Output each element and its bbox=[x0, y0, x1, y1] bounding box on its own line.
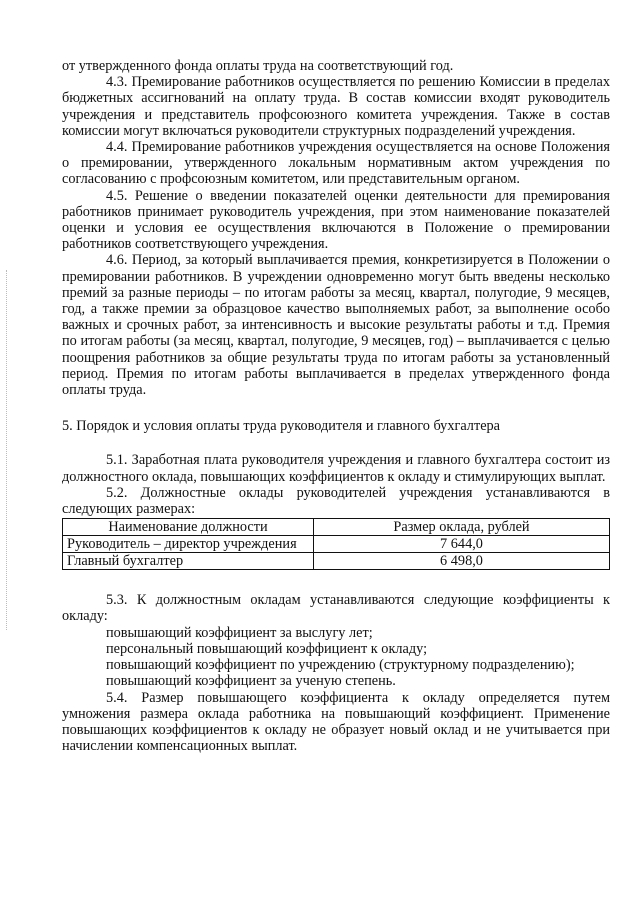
paragraph-4-4: 4.4. Премирование работников учреждения осуществляется на основе Положения о премировании, утвержденного локальным нормативным актом учреждения по согласованию с профсоюзным комитетом, или представительным органом. bbox=[62, 139, 610, 188]
scan-edge-marks bbox=[6, 270, 8, 630]
table-header-row bbox=[63, 519, 610, 536]
coefficient-list bbox=[62, 625, 610, 690]
paragraph-5-3: 5.3. К должностным окладам устанавливаются следующие коэффициенты к окладу: bbox=[62, 592, 610, 625]
paragraph-4-3: 4.3. Премирование работников осуществляется по решению Комиссии в пределах бюджетных ассигнований на оплату труда. В состав комиссии входят руководитель учреждения и представитель профсоюзного комитета учреждения. Также в состав комиссии могут включаться руководители структурных подразделений учреждения. bbox=[62, 74, 610, 139]
list-item: персональный повышающий коэффициент к окладу; bbox=[106, 640, 428, 657]
document-body bbox=[62, 58, 610, 754]
position-cell: Главный бухгалтер bbox=[63, 553, 314, 570]
paragraph-4-6: 4.6. Период, за который выплачивается премия, конкретизируется в Положении о премировании работников. В учреждении одновременно могут быть введены несколько премий за разные периоды – по итогам работы за месяц, квартал, полугодие, 9 месяцев, год, а также премии за образцовое качество выполняемых работ, за выполнение особо важных и срочных работ, за интенсивность и высокие результаты работы и т.д. Премия по итогам работы (за месяц, квартал, полугодие, 9 месяцев, год) – выплачивается с целью поощрения работников за общие результаты труда по итогам работы за установленный период. Премия по итогам работы выплачивается в пределах утвержденного фонда оплаты труда. bbox=[62, 252, 610, 399]
list-item: повышающий коэффициент за выслугу лет; bbox=[106, 624, 373, 641]
column-header-salary: Размер оклада, рублей bbox=[314, 519, 610, 536]
paragraph-5-1: 5.1. Заработная плата руководителя учреждения и главного бухгалтера состоит из должностного оклада, повышающих коэффициентов к окладу и стимулирующих выплат. bbox=[62, 452, 610, 485]
salary-cell: 7 644,0 bbox=[314, 536, 610, 553]
position-cell: Руководитель – директор учреждения bbox=[63, 536, 314, 553]
paragraph-4-2-tail: от утвержденного фонда оплаты труда на соответствующий год. bbox=[62, 58, 454, 74]
salary-table bbox=[62, 518, 610, 570]
list-item: повышающий коэффициент по учреждению (структурному подразделению); bbox=[106, 657, 575, 674]
paragraph-5-4: 5.4. Размер повышающего коэффициента к окладу определяется путем умножения размера оклада работника на повышающий коэффициент. Применение повышающих коэффициентов к окладу не образует новый оклад и не учитывается при начислении компенсационных выплат. bbox=[62, 689, 610, 755]
paragraph-5-2: 5.2. Должностные оклады руководителей учреждения устанавливаются в следующих размерах: bbox=[62, 484, 610, 518]
column-header-position: Наименование должности bbox=[63, 519, 314, 536]
salary-cell: 6 498,0 bbox=[314, 553, 610, 570]
table-row bbox=[63, 553, 610, 570]
section-5-heading: 5. Порядок и условия оплаты труда руководителя и главного бухгалтера bbox=[62, 418, 501, 435]
paragraph-4-5: 4.5. Решение о введении показателей оценки деятельности для премирования работников принимает руководитель учреждения, при этом наименование показателей оценки и условия ее осуществления включаются в Положение о премировании работников соответствующего учреждения. bbox=[62, 187, 610, 253]
table-row bbox=[63, 536, 610, 553]
list-item: повышающий коэффициент за ученую степень. bbox=[106, 673, 396, 690]
